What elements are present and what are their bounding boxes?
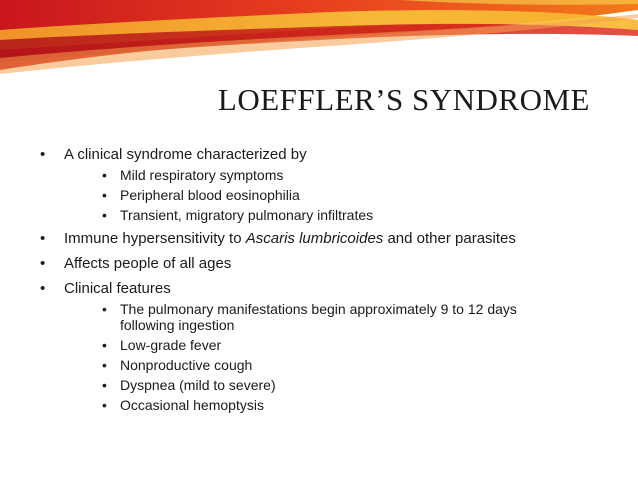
sub-bullet-text: Low-grade fever <box>120 337 222 353</box>
sub-bullet-text: The pulmonary manifestations begin approximately 9 to 12 days following ingestion <box>120 301 517 333</box>
sub-bullet-item <box>64 167 600 183</box>
bullet-item <box>40 230 600 248</box>
sub-bullet-item <box>64 301 600 333</box>
bullet-list <box>40 146 600 420</box>
bullet-text-part: and other parasites <box>383 230 516 247</box>
sub-bullet-item <box>64 337 600 353</box>
bullet-glyph: • <box>40 255 46 272</box>
sub-bullet-item <box>64 377 600 393</box>
bullet-glyph: • <box>102 207 107 223</box>
bullet-item <box>40 146 600 223</box>
bullet-glyph: • <box>102 377 107 393</box>
bullet-glyph: • <box>102 357 107 373</box>
decorative-flame-banner <box>0 0 638 80</box>
bullet-glyph: • <box>102 397 107 413</box>
sub-bullet-item <box>64 207 600 223</box>
bullet-text-part: Immune hypersensitivity to <box>64 230 246 247</box>
sub-bullet-text: Occasional hemoptysis <box>120 397 264 413</box>
sub-bullet-list <box>64 301 600 413</box>
sub-bullet-text: Dyspnea (mild to severe) <box>120 377 276 393</box>
bullet-text <box>64 230 516 247</box>
slide-title: LOEFFLER’S SYNDROME <box>217 82 590 117</box>
bullet-text-italic: Ascaris lumbricoides <box>245 230 384 247</box>
bullet-text: Affects people of all ages <box>64 255 232 272</box>
bullet-glyph: • <box>102 187 107 203</box>
bullet-glyph: • <box>40 146 46 163</box>
bullet-text: Clinical features <box>64 280 171 297</box>
bullet-glyph: • <box>102 301 107 317</box>
bullet-glyph: • <box>40 230 46 247</box>
bullet-glyph: • <box>102 337 107 353</box>
sub-bullet-text: Nonproductive cough <box>120 357 253 373</box>
sub-bullet-item <box>64 187 600 203</box>
sub-bullet-list <box>64 167 600 223</box>
sub-bullet-item <box>64 357 600 373</box>
bullet-glyph: • <box>40 280 46 297</box>
bullet-item <box>40 255 600 273</box>
bullet-text: A clinical syndrome characterized by <box>64 146 307 163</box>
sub-bullet-text: Transient, migratory pulmonary infiltrates <box>120 207 374 223</box>
sub-bullet-item <box>64 397 600 413</box>
sub-bullet-text: Mild respiratory symptoms <box>120 167 284 183</box>
sub-bullet-text: Peripheral blood eosinophilia <box>120 187 300 203</box>
bullet-item <box>40 280 600 413</box>
bullet-glyph: • <box>102 167 107 183</box>
